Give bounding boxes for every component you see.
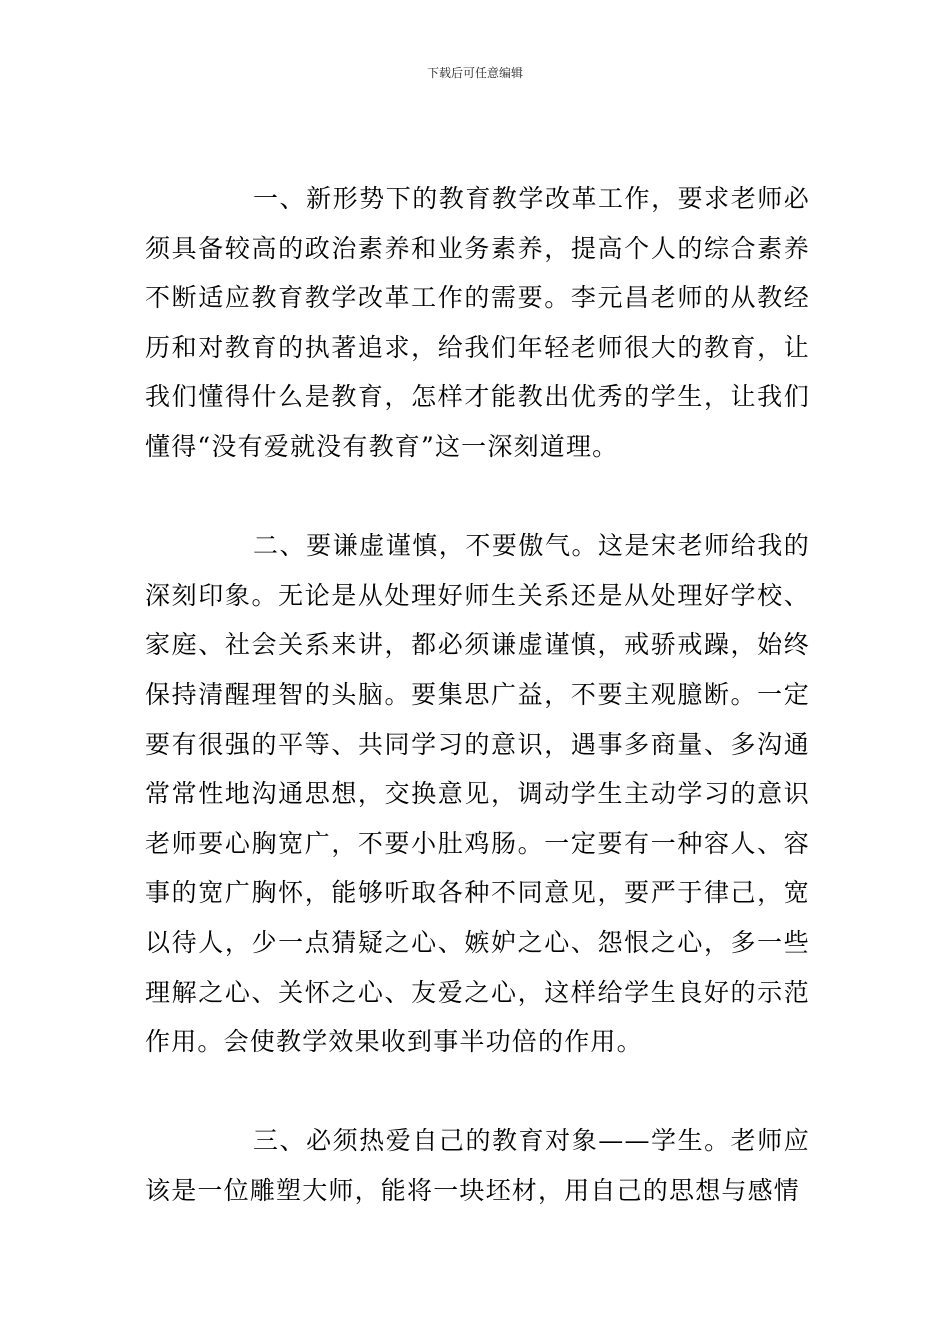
paragraph-3: 三、必须热爱自己的教育对象——学生。老师应该是一位雕塑大师，能将一块坯材，用自己的思想与感情 bbox=[145, 1126, 810, 1205]
paragraph-spacer bbox=[145, 472, 810, 522]
paragraph-spacer bbox=[145, 1067, 810, 1117]
paragraph-1: 一、新形势下的教育教学改革工作，要求老师必须具备较高的政治素养和业务素养，提高个人的综合素养不断适应教育教学改革工作的需要。李元昌老师的从教经历和对教育的执著追求，给我们年轻老师很大的教育，让我们懂得什么是教育，怎样才能教出优秀的学生，让我们懂得“没有爱就没有教育”这一深刻道理。 bbox=[145, 184, 810, 461]
document-body bbox=[145, 174, 810, 1215]
paragraph-2: 二、要谦虚谨慎，不要傲气。这是宋老师给我的深刻印象。无论是从处理好师生关系还是从处理好学校、家庭、社会关系来讲，都必须谦虚谨慎，戒骄戒躁，始终保持清醒理智的头脑。要集思广益，不要主观臆断。一定要有很强的平等、共同学习的意识，遇事多商量、多沟通常常性地沟通思想，交换意见，调动学生主动学习的意识老师要心胸宽广，不要小肚鸡肠。一定要有一种容人、容事的宽广胸怀，能够听取各种不同意见，要严于律己，宽以待人，少一点猜疑之心、嫉妒之心、怨恨之心，多一些理解之心、关怀之心、友爱之心，这样给学生良好的示范作用。会使教学效果收到事半功倍的作用。 bbox=[145, 531, 810, 1057]
page-header: 下载后可任意编辑 bbox=[426, 66, 523, 80]
